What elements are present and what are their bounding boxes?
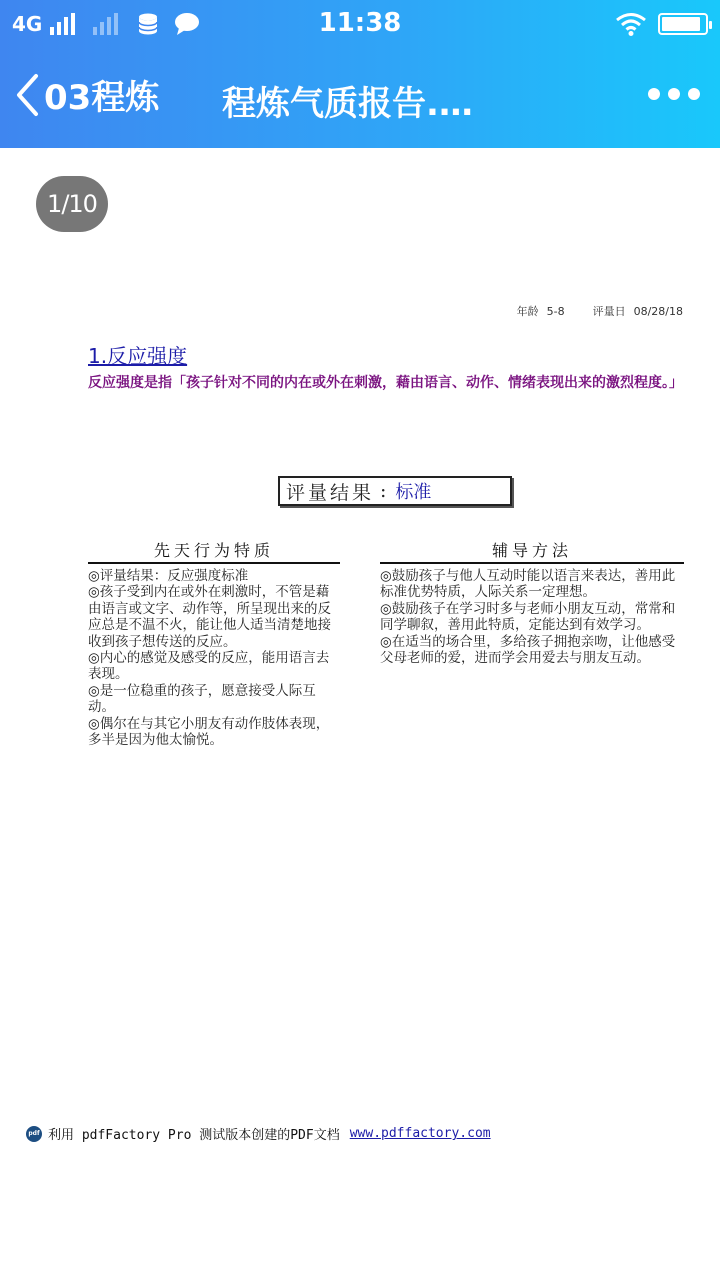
back-button[interactable] (14, 70, 159, 119)
page-title: 程炼气质报告.… (222, 84, 473, 124)
innate-traits-heading: 先天行为特质 (88, 538, 340, 564)
pdf-footer (26, 1124, 491, 1143)
guidance-item: ◎鼓励孩子与他人互动时能以语言来表达，善用此标准优势特质，人际关系一定理想。 (380, 568, 676, 601)
date-value: 08/28/18 (633, 305, 683, 318)
more-menu-button[interactable] (648, 88, 700, 100)
section-description: 反应强度是指「孩子针对不同的内在或外在刺激，藉由语言、动作、情绪表现出来的激烈程度。」 (88, 375, 683, 391)
footer-link[interactable]: www.pdffactory.com (349, 1126, 491, 1141)
status-bar (0, 0, 720, 48)
pdffactory-logo-icon: pdf (26, 1126, 42, 1142)
section-title: 1.反应强度 (88, 344, 188, 368)
back-label: 03程炼 (44, 78, 160, 118)
innate-traits-column (88, 538, 340, 748)
result-separator: : (380, 480, 390, 502)
guidance-heading: 辅导方法 (380, 538, 684, 564)
result-label: 评量结果 (286, 481, 375, 504)
network-type: 4G (12, 12, 43, 36)
trait-item: ◎孩子受到内在或外在刺激时，不管是藉由语言或文字、动作等，所呈现出来的反应总是不温不火，能让他人适当清楚地接收到孩子想传送的反应。 (88, 584, 331, 650)
date-label: 评量日 (592, 305, 626, 318)
guidance-item: ◎鼓励孩子在学习时多与老师小朋友互动，常常和同学聊叙，善用此特质，定能达到有效学习。 (380, 600, 676, 634)
trait-item: ◎内心的感觉及感受的反应，能用语言去表现。 (88, 650, 330, 683)
battery-icon (658, 13, 708, 35)
top-bar (0, 0, 720, 148)
guidance-column (380, 538, 684, 666)
nav-bar (0, 48, 720, 148)
trait-item: ◎是一位稳重的孩子，愿意接受人际互动。 (88, 682, 316, 716)
result-box (278, 476, 512, 506)
report-meta (517, 303, 683, 319)
trait-item: ◎评量结果：反应强度标准 (88, 568, 249, 584)
clock: 11:38 (318, 8, 402, 38)
age-value: 5-8 (546, 305, 565, 318)
age-label: 年龄 (516, 305, 539, 318)
footer-text: 利用 pdfFactory Pro 测试版本创建的PDF文档 (48, 1128, 340, 1143)
chevron-left-icon (14, 73, 40, 117)
trait-item: ◎偶尔在与其它小朋友有动作肢体表现，多半是因为他太愉悦。 (88, 715, 330, 749)
guidance-item: ◎在适当的场合里，多给孩子拥抱亲吻，让他感受父母老师的爱，进而学会用爱去与朋友互动。 (380, 633, 676, 667)
pdf-page[interactable] (0, 148, 720, 1280)
result-value: 标准 (395, 482, 432, 503)
wifi-icon (616, 12, 646, 36)
page-indicator: 1/10 (36, 176, 108, 232)
